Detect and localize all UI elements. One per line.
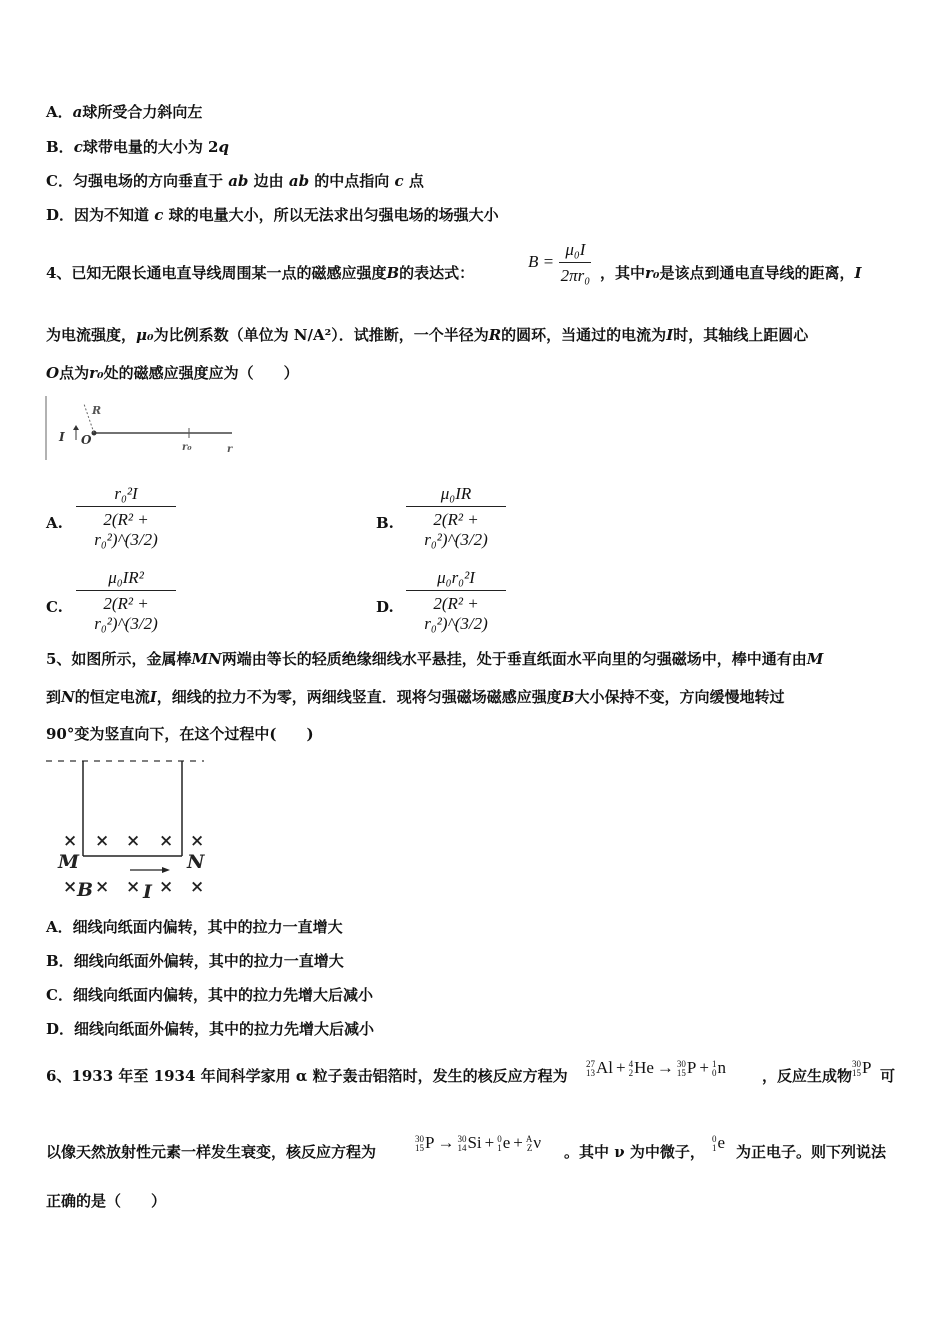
- q6-line2-tail: 为正电子。则下列说法: [736, 1143, 887, 1161]
- field-cross-mark: ×: [63, 877, 78, 897]
- option-text: c: [73, 138, 83, 156]
- option-text: 细线向纸面内偏转，其中的拉力先增大后减小: [72, 986, 373, 1004]
- q6-line2-mid: 。其中 ν 为中微子，: [564, 1143, 705, 1161]
- q4-ring-axis-figure: [44, 394, 244, 464]
- q5-option-c: [46, 986, 373, 1004]
- q4-line1-tail: ，其中r₀是该点到通电直导线的距离，I: [600, 264, 862, 282]
- element-symbol: P: [425, 1133, 435, 1152]
- field-cross-mark: ×: [159, 831, 174, 851]
- option-text: 点: [403, 172, 424, 190]
- mass-number: 30: [852, 1059, 861, 1070]
- nuclide-indices: [497, 1135, 502, 1153]
- atomic-number: 15: [415, 1143, 424, 1154]
- q6-line3: 正确的是（ ）: [46, 1192, 167, 1210]
- atomic-number: 2: [628, 1068, 634, 1079]
- option-text: 球所受合力斜向左: [82, 103, 203, 121]
- nuclide: [677, 1058, 696, 1078]
- q6-product-nuclide: [852, 1058, 871, 1078]
- q6-line1-mid: ，反应生成物: [762, 1067, 853, 1085]
- option-formula: [76, 484, 176, 550]
- option-key: D.: [376, 598, 394, 616]
- q5-line1: 5、如图所示，金属棒MN两端由等长的轻质绝缘细线水平悬挂，处于垂直纸面水平向里的匀强磁场中，棒中通有由M: [46, 650, 824, 668]
- field-cross-mark: ×: [159, 877, 174, 897]
- mass-number: 27: [586, 1059, 595, 1070]
- atomic-number: 13: [586, 1068, 595, 1079]
- element-symbol: P: [862, 1058, 872, 1077]
- formula-denominator: 2(R² + r₀²)^(3/2): [424, 510, 488, 549]
- nuclide: [457, 1133, 481, 1153]
- q4-line3: O点为r₀处的磁感应强度应为（ ）: [46, 364, 299, 382]
- mass-number: A: [525, 1134, 533, 1145]
- element-symbol: e: [717, 1133, 726, 1152]
- field-cross-mark: ×: [95, 831, 110, 851]
- formula-denominator: 2(R² + r₀²)^(3/2): [424, 594, 488, 633]
- field-cross-mark: ×: [95, 877, 110, 897]
- formula-denominator: 2(R² + r₀²)^(3/2): [94, 510, 158, 549]
- equation-operator: →: [656, 1058, 674, 1077]
- q6-line2: 以像天然放射性元素一样发生衰变，核反应方程为: [46, 1143, 377, 1161]
- label-I: I: [59, 430, 65, 444]
- option-key: C．: [46, 986, 73, 1004]
- option-key: A．: [46, 918, 73, 936]
- label-O: O: [81, 433, 92, 447]
- q6-line1: 6、1933 年至 1934 年间科学家用 α 粒子轰击铝箔时，发生的核反应方程为: [46, 1067, 568, 1085]
- atomic-number: 1: [712, 1143, 717, 1154]
- equation-operator: +: [699, 1058, 709, 1077]
- q3-option-c: [46, 172, 424, 190]
- equation-operator: +: [484, 1133, 495, 1152]
- label-I: I: [143, 881, 152, 903]
- formula-denominator: 2(R² + r₀²)^(3/2): [94, 594, 158, 633]
- equation-operator: +: [616, 1058, 626, 1077]
- option-key: B.: [376, 514, 394, 532]
- nuclide: [497, 1133, 510, 1153]
- element-symbol: e: [502, 1133, 511, 1152]
- nuclide-indices: [852, 1060, 861, 1078]
- q6-equation-1: [586, 1058, 726, 1078]
- nuclide-indices: [586, 1060, 595, 1078]
- mass-number: 30: [457, 1134, 467, 1145]
- q6-positron-symbol: [712, 1133, 725, 1153]
- mass-number: 0: [497, 1134, 502, 1145]
- mass-number: 30: [676, 1059, 686, 1070]
- equation-operator: +: [513, 1133, 523, 1152]
- q6-equation-2: [415, 1133, 541, 1153]
- option-text: 匀强电场的方向垂直于: [72, 172, 229, 190]
- q5-line3: 90°变为竖直向下，在这个过程中( ): [46, 725, 314, 743]
- option-key: D．: [46, 1020, 75, 1038]
- q3-option-a: [46, 103, 202, 121]
- atomic-number: 15: [676, 1068, 686, 1079]
- element-symbol: Si: [467, 1133, 482, 1152]
- option-text: q: [218, 138, 229, 156]
- field-cross-mark: ×: [126, 831, 141, 851]
- atomic-number: Z: [526, 1143, 533, 1154]
- q5-line2: 到N的恒定电流I，细线的拉力不为零，两细线竖直．现将匀强磁场磁感应强度B大小保持不变，方向缓慢地转过: [46, 688, 785, 706]
- option-text: ab: [228, 172, 249, 190]
- option-formula: [406, 568, 506, 634]
- field-cross-mark: ×: [63, 831, 78, 851]
- label-r: r: [227, 444, 233, 455]
- element-symbol: He: [634, 1058, 654, 1077]
- nuclide-indices: [712, 1060, 717, 1078]
- q4-formula: B = $\frac{\text{μ₀I}}{\text{2πr₀}}$: [528, 240, 591, 285]
- field-cross-mark: ×: [126, 877, 141, 897]
- option-key: D．: [46, 206, 75, 224]
- option-text: 的中点指向: [309, 172, 395, 190]
- q3-option-b: [46, 138, 229, 156]
- label-R: R: [92, 404, 102, 417]
- field-cross-mark: ×: [190, 831, 205, 851]
- option-key: A.: [46, 514, 63, 532]
- q4-line1: 4、已知无限长通电直导线周围某一点的磁感应强度B的表达式：: [46, 264, 475, 282]
- option-text: c: [394, 172, 404, 190]
- option-key: B．: [46, 138, 74, 156]
- nuclide-indices: [677, 1060, 686, 1078]
- q6-line1-tail: 可: [880, 1067, 896, 1085]
- q4-line2: 为电流强度，μ₀为比例系数（单位为 N/A²）．试推断，一个半径为R的圆环，当通过的电流为I时，其轴线上距圆心: [46, 326, 809, 344]
- option-text: ab: [288, 172, 310, 190]
- option-text: 球带电量的大小为 2: [82, 138, 219, 156]
- formula-numerator: μ₀r₀²I: [406, 568, 506, 591]
- current-arrowhead: [73, 425, 79, 430]
- atomic-number: 15: [852, 1068, 861, 1079]
- nuclide: [586, 1058, 613, 1078]
- option-key: A．: [46, 103, 73, 121]
- nuclide: [629, 1058, 654, 1078]
- label-B: B: [77, 879, 94, 901]
- q5-option-d: [46, 1020, 374, 1038]
- option-formula: [76, 568, 176, 634]
- option-text: 细线向纸面外偏转，其中的拉力一直增大: [73, 952, 344, 970]
- element-symbol: ν: [533, 1133, 542, 1152]
- nuclide: [712, 1058, 726, 1078]
- nuclide-indices: [712, 1135, 717, 1153]
- atomic-number: 1: [497, 1143, 502, 1154]
- mass-number: 4: [628, 1059, 634, 1070]
- option-text: 细线向纸面外偏转，其中的拉力先增大后减小: [74, 1020, 375, 1038]
- field-cross-mark: ×: [190, 877, 205, 897]
- q3-option-d: [46, 206, 499, 224]
- mass-number: 1: [711, 1059, 717, 1070]
- nuclide-indices: [629, 1060, 634, 1078]
- label-r0: r₀: [182, 442, 192, 453]
- label-M: M: [58, 851, 80, 873]
- nuclide: [415, 1133, 434, 1153]
- formula-numerator: μ₀IR: [406, 484, 506, 507]
- nuclide-indices: [457, 1135, 466, 1153]
- element-symbol: P: [686, 1058, 697, 1077]
- option-text: 细线向纸面内偏转，其中的拉力一直增大: [72, 918, 343, 936]
- nuclide: [526, 1133, 541, 1153]
- option-text: 边由: [248, 172, 289, 190]
- current-arrowhead: [162, 867, 170, 873]
- q5-option-a: [46, 918, 343, 936]
- nuclide: [852, 1058, 871, 1078]
- formula-numerator: r₀²I: [76, 484, 176, 507]
- nuclide-indices: [415, 1135, 424, 1153]
- nuclide-indices: [526, 1135, 533, 1153]
- atomic-number: 0: [711, 1068, 717, 1079]
- option-text: 球的电量大小，所以无法求出匀强电场的场强大小: [163, 206, 499, 224]
- option-formula: [406, 484, 506, 550]
- formula-numerator: μ₀IR²: [76, 568, 176, 591]
- option-key: C.: [46, 598, 63, 616]
- nuclide: [712, 1133, 725, 1153]
- q5-option-b: [46, 952, 344, 970]
- element-symbol: Al: [596, 1058, 613, 1077]
- element-symbol: n: [717, 1058, 726, 1077]
- q5-rod-figure: [44, 752, 224, 902]
- option-text: c: [154, 206, 164, 224]
- option-text: 因为不知道: [74, 206, 155, 224]
- option-text: a: [72, 103, 83, 121]
- mass-number: 0: [712, 1134, 717, 1145]
- option-key: C．: [46, 172, 73, 190]
- option-key: B．: [46, 952, 74, 970]
- label-N: N: [187, 851, 205, 873]
- mass-number: 30: [415, 1134, 424, 1145]
- atomic-number: 14: [457, 1143, 467, 1154]
- equation-operator: →: [437, 1133, 455, 1152]
